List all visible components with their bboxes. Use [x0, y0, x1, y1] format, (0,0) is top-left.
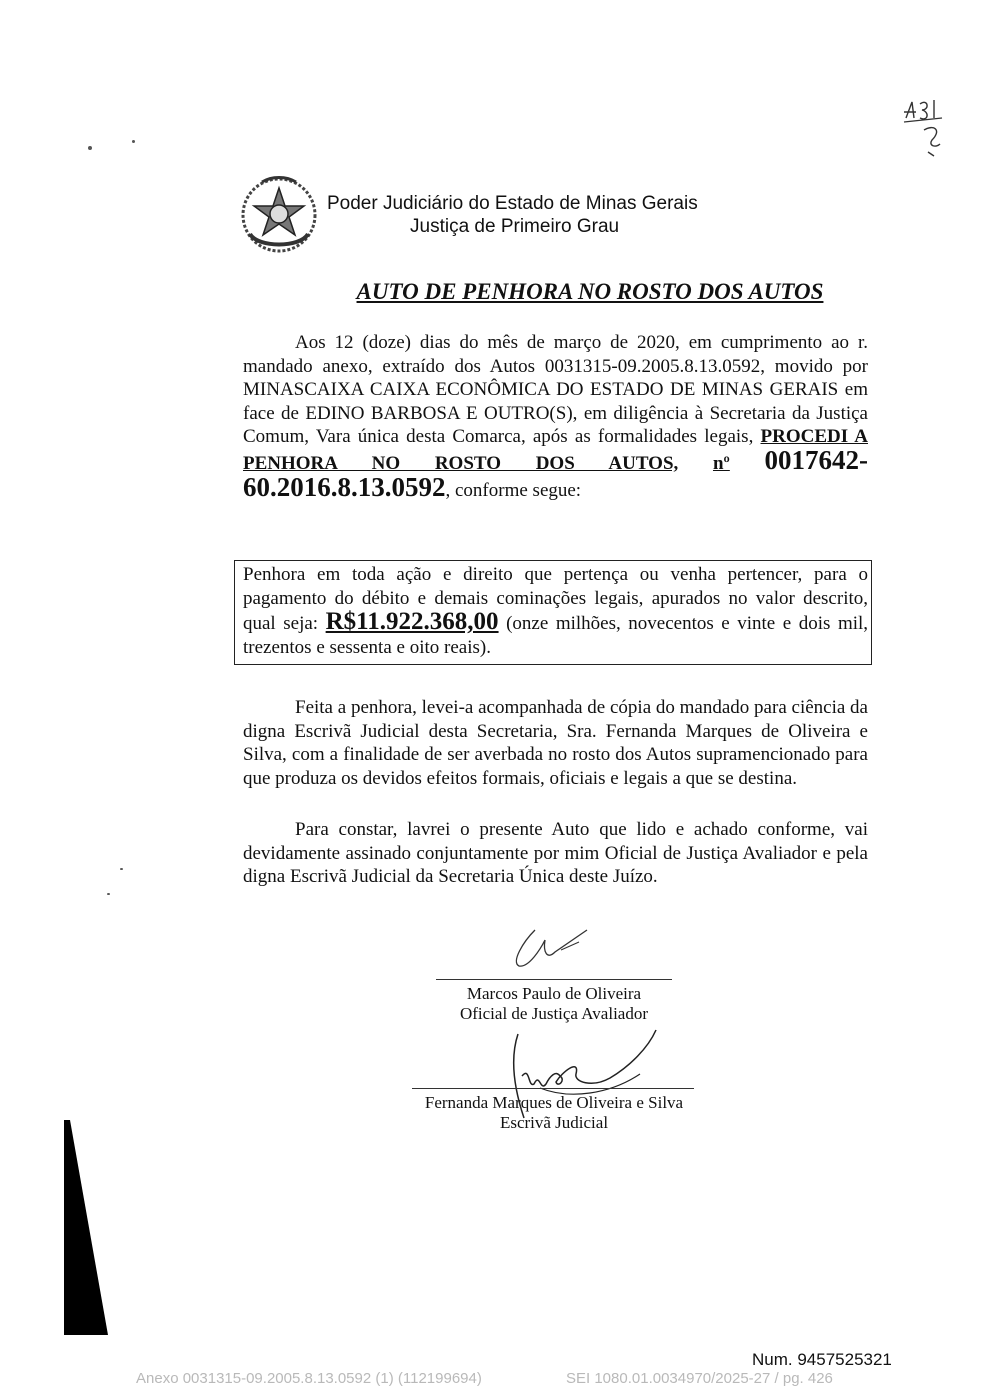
footer-sei-reference: SEI 1080.01.0034970/2025-27 / pg. 426: [566, 1370, 833, 1387]
seizure-statement: PROCEDI A PENHORA NO ROSTO DOS AUTOS,: [243, 426, 868, 474]
handwritten-page-number: [898, 96, 958, 158]
opening-text: Aos 12 (doze) dias do mês de março de 2020, em cumprimento ao r. mandado anexo, extraído dos Autos 0031315-09.2005.8.13.0592, movido por MINASCAIXA CAIXA ECONÔMICA DO ESTADO DE MINAS GERAIS em face de EDINO BARBOSA E OUTRO(S), em diligência à Secretaria da Justiça Comum, Vara única desta Comarca, após as formalidades legais,: [243, 332, 868, 448]
closing-paragraph: Para constar, lavrei o presente Auto que lido e achado conforme, vai devidamente assinado conjuntamente por mim Oficial de Justiça Avaliador e pela digna Escrivã Judicial da Secretaria Única deste Juízo.: [243, 819, 868, 888]
scan-artifact: [64, 1120, 108, 1335]
signature-line-1: [436, 979, 672, 980]
signer-1-name: Marcos Paulo de Oliveira: [466, 984, 642, 1003]
closing-text: , conforme segue:: [445, 479, 582, 501]
notification-paragraph: Feita a penhora, levei-a acompanhada de cópia do mandado para ciência da digna Escrivã Judicial desta Secretaria, Sra. Fernanda Marques de Oliveira e Silva, com a finalidade de ser averbada no rosto dos Autos supramencionado para que produza os devidos efeitos formais, oficiais e legais a que se destina.: [243, 697, 868, 789]
signature-line-2: [412, 1088, 694, 1089]
seizure-clause: [243, 563, 868, 659]
seizure-clause-text: Penhora em toda ação e direito que pertença ou venha pertencer, para o pagamento do débito e demais cominações legais, apurados no valor descrito, qual seja:: [243, 564, 868, 635]
number-prefix: nº: [712, 452, 730, 474]
court-name: Poder Judiciário do Estado de Minas Gerais: [327, 193, 698, 214]
signature-marcos-icon: [505, 922, 605, 972]
opening-paragraph: [243, 331, 868, 502]
document-title: AUTO DE PENHORA NO ROSTO DOS AUTOS: [356, 279, 824, 304]
court-level: Justiça de Primeiro Grau: [410, 216, 620, 237]
signer-2-role: Escrivã Judicial: [499, 1113, 609, 1132]
coat-of-arms-icon: [238, 174, 320, 256]
seizure-amount: R$11.922.368,00: [325, 608, 499, 636]
case-number: 0017642-60.2016.8.13.0592: [243, 444, 869, 502]
signer-1-role: Oficial de Justiça Avaliador: [459, 1004, 649, 1023]
amount-in-words: (onze milhões, novecentos e vinte e dois mil, trezentos e sessenta e oito reais).: [243, 613, 869, 658]
footer-annex-reference: Anexo 0031315-09.2005.8.13.0592 (1) (112199694): [136, 1370, 482, 1387]
signer-2-name: Fernanda Marques de Oliveira e Silva: [424, 1093, 684, 1112]
document-number: Num. 9457525321: [752, 1350, 892, 1369]
